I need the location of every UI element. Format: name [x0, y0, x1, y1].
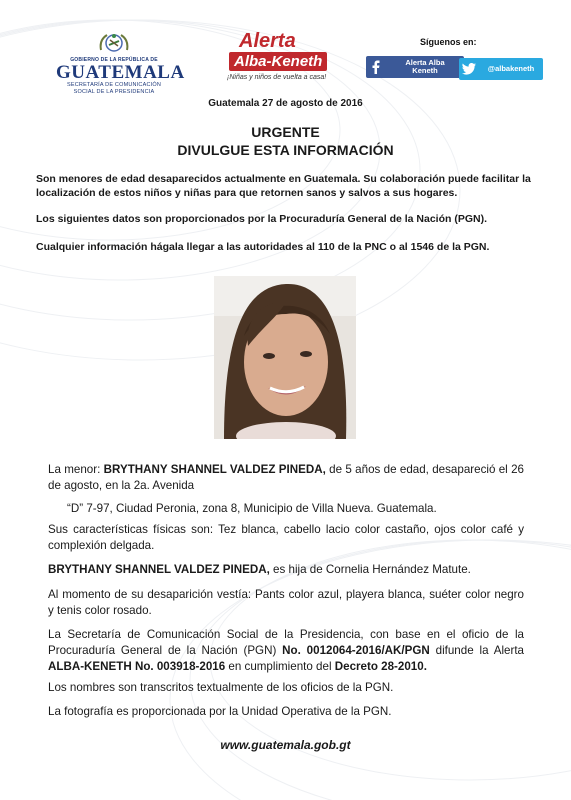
follow-label: Síguenos en:: [420, 37, 477, 47]
body-paragraph-features: Sus características físicas son: Tez blanca, cabello lacio color castaño, ojos color café y complexión delgada.: [48, 523, 524, 552]
parent-text: es hija de Cornelia Hernández Matute.: [269, 563, 471, 576]
alert-text-e: en cumplimiento del: [225, 660, 335, 673]
body-paragraph-alert: [48, 627, 524, 675]
child-name: BRYTHANY SHANNEL VALDEZ PINEDA,: [103, 463, 326, 476]
body-paragraph-names-note: Los nombres son transcritos textualmente de los oficios de la PGN.: [48, 681, 394, 694]
coat-of-arms-icon: [97, 30, 131, 56]
body-p1-intro: La menor:: [48, 463, 104, 476]
facebook-label-line1: Alerta Alba: [405, 58, 445, 67]
body-p1-rest: de 5 años de edad, desapareció el 26 de agosto, en la 2a. Avenida: [48, 463, 524, 492]
missing-child-photo: [214, 276, 356, 439]
alert-tagline: ¡Niñas y niños de vuelta a casa!: [227, 74, 327, 81]
twitter-link[interactable]: [459, 58, 543, 80]
divulgue-heading: DIVULGUE ESTA INFORMACIÓN: [177, 142, 394, 158]
body-paragraph-1: [48, 462, 524, 494]
alert-text-c: difunde la Alerta: [429, 644, 525, 657]
facebook-link[interactable]: [366, 56, 464, 78]
body-paragraph-parent: [48, 562, 524, 578]
intro-paragraph-1: Son menores de edad desaparecidos actualmente en Guatemala. Su colaboración puede facilitar la localización de estos niños y niñas para que retornen sanos y salvos a sus hogares.: [36, 173, 531, 199]
gov-sub-line2: SOCIAL DE LA PRESIDENCIA: [73, 89, 155, 95]
decree-number: Decreto 28-2010.: [334, 660, 427, 673]
twitter-label: @albakeneth: [487, 64, 535, 73]
body-paragraph-clothing: Al momento de su desaparición vestía: Pants color azul, playera blanca, suéter color negro y tenis color rosado.: [48, 588, 524, 617]
body-paragraph-photo-note: La fotografía es proporcionada por la Unidad Operativa de la PGN.: [48, 705, 392, 718]
pgn-reference: No. 0012064-2016/AK/PGN: [282, 644, 430, 657]
alert-name: Alba-Keneth: [229, 52, 327, 71]
urgent-heading: URGENTE: [251, 124, 320, 140]
intro-paragraph-2: Los siguientes datos son proporcionados por la Procuraduría General de la Nación (PGN).: [36, 213, 488, 225]
alert-text-a: La Secretaría de Comunicación Social de la Presidencia, con base en el oficio de la Procuraduría General de la Nación (PGN): [48, 628, 524, 657]
gov-sub-line1: SECRETARÍA DE COMUNICACIÓN: [66, 82, 162, 88]
gov-small-label: GOBIERNO DE LA REPÚBLICA DE: [70, 57, 158, 63]
facebook-icon: [366, 57, 386, 77]
alert-number: ALBA-KENETH No. 003918-2016: [48, 660, 226, 673]
intro-paragraph-3: Cualquier información hágala llegar a las autoridades al 110 de la PNC o al 1546 de la PGN.: [36, 241, 490, 253]
footer-url-link[interactable]: www.guatemala.gob.gt: [220, 738, 351, 752]
facebook-label-line2: Keneth: [412, 66, 438, 75]
alert-word: Alerta: [239, 30, 296, 52]
date-line: Guatemala 27 de agosto de 2016: [208, 98, 363, 109]
body-paragraph-address: “D” 7-97, Ciudad Peronia, zona 8, Municipio de Villa Nueva. Guatemala.: [67, 502, 437, 515]
alba-keneth-logo: [225, 30, 345, 86]
child-name-repeat: BRYTHANY SHANNEL VALDEZ PINEDA,: [48, 563, 270, 576]
gov-name: GUATEMALA: [56, 62, 185, 83]
twitter-icon: [459, 59, 479, 79]
